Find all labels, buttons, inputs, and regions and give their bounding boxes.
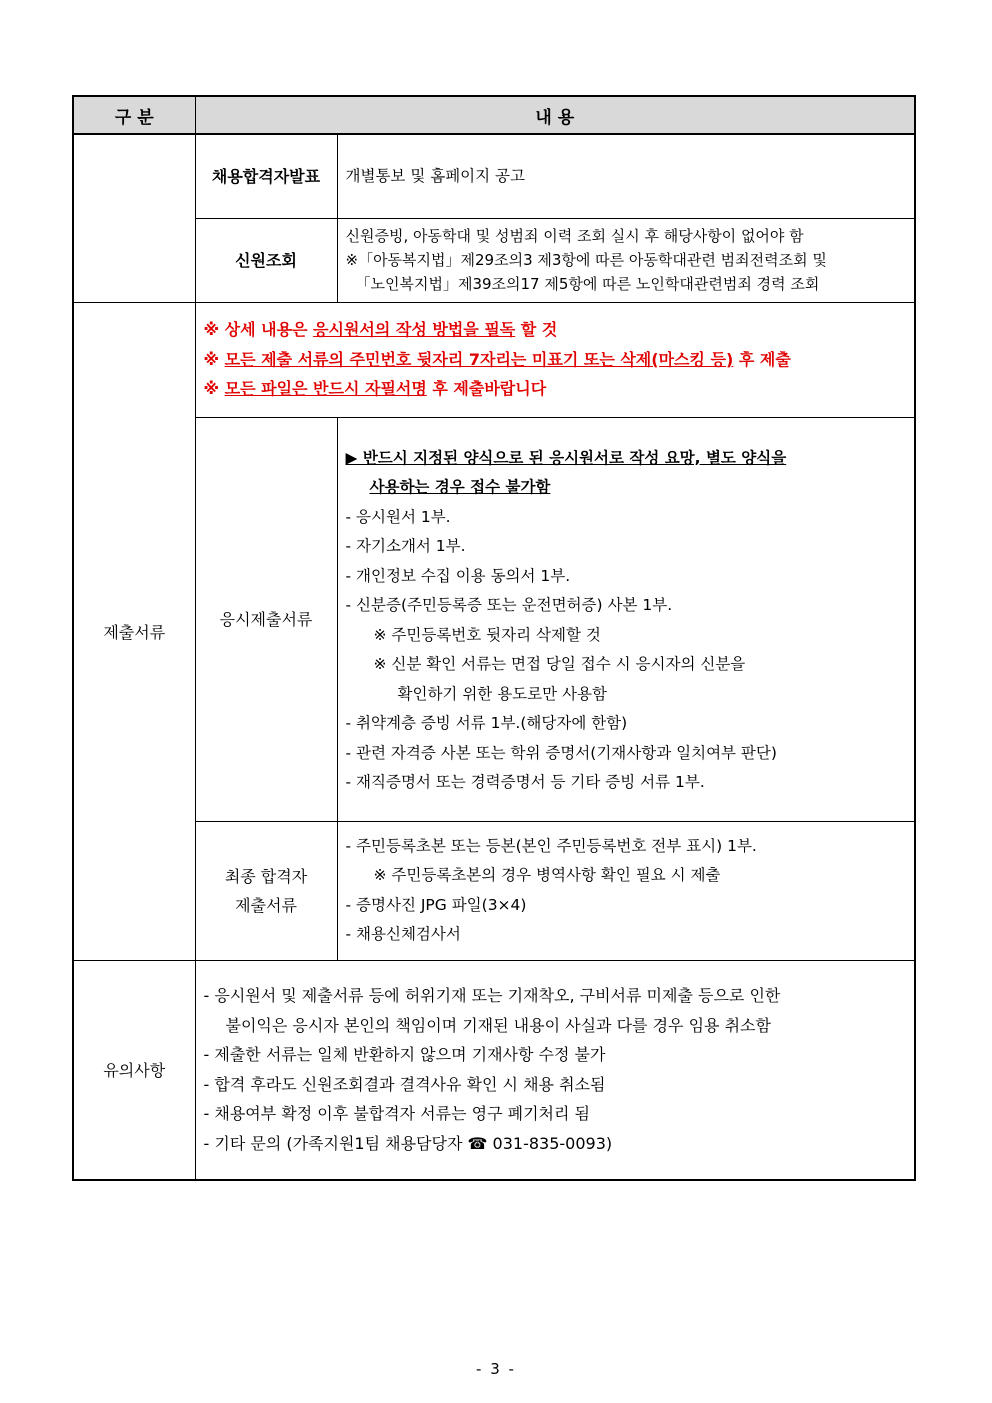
check-label: 신원조회 <box>195 218 337 302</box>
apply-docs-content <box>337 417 915 821</box>
check-line: 신원증빙, 아동학대 및 성범죄 이력 조회 실시 후 해당사항이 없어야 함 <box>345 227 804 245</box>
docs-category: 제출서류 <box>73 302 195 960</box>
check-text <box>337 218 915 302</box>
caution-line: - 응시원서 및 제출서류 등에 허위기재 또는 기재착오, 구비서류 미제출 등으로 인한 <box>203 986 781 1006</box>
caution-line: - 제출한 서류는 일체 반환하지 않으며 기재사항 수정 불가 <box>203 1045 606 1065</box>
final-docs-row <box>73 821 915 960</box>
check-row <box>73 218 915 302</box>
caution-row <box>73 960 915 1180</box>
caution-content <box>195 960 915 1180</box>
check-line: ※「아동복지법」제29조의3 제3항에 따른 아동학대관련 범죄전력조회 및 <box>345 251 827 269</box>
announce-label: 채용합격자발표 <box>195 134 337 218</box>
apply-docs-label: 응시제출서류 <box>195 417 337 821</box>
header-row <box>73 96 915 134</box>
apply-docs-row <box>73 417 915 821</box>
caution-line: - 채용여부 확정 이후 불합격자 서류는 영구 폐기처리 됨 <box>203 1104 590 1124</box>
final-docs-label: 최종 합격자 제출서류 <box>195 821 337 960</box>
final-item: - 채용신체검사서 <box>345 925 461 943</box>
apply-lead-line: 사용하는 경우 접수 불가함 <box>369 478 551 496</box>
apply-item: - 취약계층 증빙 서류 1부.(해당자에 한함) <box>345 714 628 732</box>
apply-item: - 자기소개서 1부. <box>345 537 466 555</box>
announce-text: 개별통보 및 홈페이지 공고 <box>337 134 915 218</box>
page-number: - 3 - <box>476 1360 516 1378</box>
caution-category: 유의사항 <box>73 960 195 1180</box>
header-category: 구 분 <box>73 96 195 134</box>
notice-line: ※ 상세 내용은 응시원서의 작성 방법을 필독 할 것 <box>203 320 558 340</box>
header-content: 내 용 <box>195 96 915 134</box>
final-note: ※ 주민등록초본의 경우 병역사항 확인 필요 시 제출 <box>373 866 721 884</box>
final-item: - 주민등록초본 또는 등본(본인 주민등록번호 전부 표시) 1부. <box>345 836 757 855</box>
apply-note: ※ 주민등록번호 뒷자리 삭제할 것 <box>373 625 601 644</box>
notice-row <box>73 302 915 417</box>
notice-line: ※ 모든 제출 서류의 주민번호 뒷자리 7자리는 미표기 또는 삭제(마스킹 등) 후 제출 <box>203 349 791 369</box>
caution-line: - 기타 문의 (가족지원1팀 채용담당자 ☎ 031-835-0093) <box>203 1133 613 1153</box>
apply-note: ※ 신분 확인 서류는 면접 당일 접수 시 응시자의 신분을 <box>373 655 746 673</box>
apply-item: - 응시원서 1부. <box>345 507 451 526</box>
notice-line: ※ 모든 파일은 반드시 자필서명 후 제출바랍니다 <box>203 379 547 399</box>
final-item: - 증명사진 JPG 파일(3×4) <box>345 895 527 914</box>
apply-item: - 재직증명서 또는 경력증명서 등 기타 증빙 서류 1부. <box>345 773 705 791</box>
apply-note: 확인하기 위한 용도로만 사용함 <box>397 684 607 703</box>
check-line: 「노인복지법」제39조의17 제5항에 따른 노인학대관련범죄 경력 조회 <box>355 275 820 293</box>
announce-row <box>73 134 915 218</box>
apply-item: - 신분증(주민등록증 또는 운전면허증) 사본 1부. <box>345 596 673 614</box>
caution-line: 불이익은 응시자 본인의 책임이며 기재된 내용이 사실과 다를 경우 임용 취소함 <box>225 1015 771 1035</box>
apply-item: - 관련 자격증 사본 또는 학위 증명서(기재사항과 일치여부 판단) <box>345 743 777 762</box>
apply-item: - 개인정보 수집 이용 동의서 1부. <box>345 566 571 585</box>
empty-category-cell <box>73 134 195 302</box>
notice-cell <box>195 302 915 417</box>
final-docs-content <box>337 821 915 960</box>
caution-line: - 합격 후라도 신원조회결과 결격사유 확인 시 채용 취소됨 <box>203 1074 606 1094</box>
recruitment-table <box>72 95 916 1181</box>
apply-lead-line: ▶ 반드시 지정된 양식으로 된 응시원서로 작성 요망, 별도 양식을 <box>345 448 787 467</box>
